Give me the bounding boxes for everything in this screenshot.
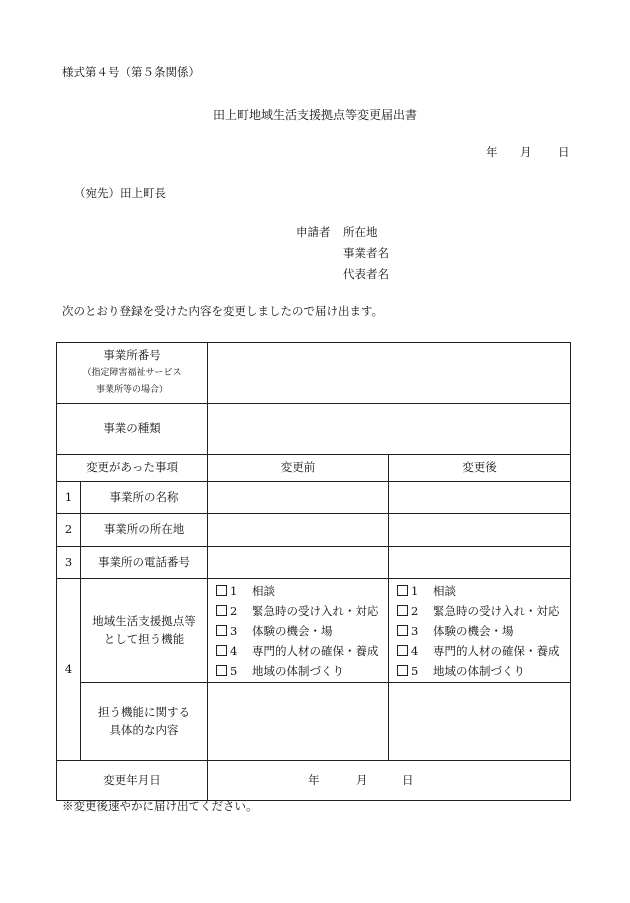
table-header-row xyxy=(57,455,571,482)
option-after-4[interactable]: 4 専門的人材の確保・養成 xyxy=(389,641,570,661)
table-row xyxy=(57,482,571,514)
change-form-table xyxy=(56,342,571,801)
business-name-before[interactable] xyxy=(208,482,389,514)
option-before-4[interactable]: 4 専門的人材の確保・養成 xyxy=(208,641,388,661)
function-options-after xyxy=(389,579,571,683)
office-number-label-cell xyxy=(57,343,208,404)
checkbox-icon[interactable] xyxy=(397,585,408,596)
table-row xyxy=(57,547,571,579)
function-details-before[interactable] xyxy=(208,683,389,761)
submission-date xyxy=(486,146,570,160)
business-address-after[interactable] xyxy=(389,514,571,547)
option-before-2[interactable]: 2 緊急時の受け入れ・対応 xyxy=(208,601,388,621)
checkbox-icon[interactable] xyxy=(397,625,408,636)
phone-after[interactable] xyxy=(389,547,571,579)
change-date-label: 変更年月日 xyxy=(57,761,208,801)
function-details-row xyxy=(57,683,571,761)
option-before-5[interactable]: 5 地域の体制づくり xyxy=(208,661,388,681)
table-row xyxy=(57,514,571,547)
function-label-cell xyxy=(81,579,208,683)
applicant-block xyxy=(296,226,389,289)
row-label: 事業所の電話番号 xyxy=(81,547,208,579)
applicant-business-name-label: 事業者名 xyxy=(343,246,389,260)
addressee: （宛先）田上町長 xyxy=(74,186,166,200)
office-number-row xyxy=(57,343,571,404)
row-number: 4 xyxy=(57,579,81,761)
checkbox-icon[interactable] xyxy=(397,605,408,616)
office-number-value[interactable] xyxy=(208,343,571,404)
row-number: 3 xyxy=(57,547,81,579)
checkbox-icon[interactable] xyxy=(216,625,227,636)
change-date-month: 月 xyxy=(356,772,368,787)
office-number-note-2: 事業所等の場合） xyxy=(96,384,169,395)
option-before-1[interactable]: 1 相談 xyxy=(208,581,388,601)
form-number: 様式第４号（第５条関係） xyxy=(62,65,200,79)
row-number: 1 xyxy=(57,482,81,514)
applicant-representative-label: 代表者名 xyxy=(343,267,389,281)
checkbox-icon[interactable] xyxy=(397,665,408,676)
checkbox-icon[interactable] xyxy=(216,585,227,596)
checkbox-icon[interactable] xyxy=(216,665,227,676)
checkbox-icon[interactable] xyxy=(216,605,227,616)
footnote: ※変更後速やかに届け出てください。 xyxy=(62,799,258,813)
option-after-1[interactable]: 1 相談 xyxy=(389,581,570,601)
function-row xyxy=(57,579,571,683)
option-after-3[interactable]: 3 体験の機会・場 xyxy=(389,621,570,641)
document-title: 田上町地域生活支援拠点等変更届出書 xyxy=(212,108,417,122)
phone-before[interactable] xyxy=(208,547,389,579)
date-day-label: 日 xyxy=(558,145,570,159)
business-type-label: 事業の種類 xyxy=(57,404,208,455)
details-label-line-2: 具体的な内容 xyxy=(109,722,179,737)
office-number-label: 事業所番号 xyxy=(103,348,161,362)
change-date-day: 日 xyxy=(402,772,414,787)
header-before: 変更前 xyxy=(208,455,389,482)
applicant-label: 申請者 xyxy=(296,225,331,239)
option-before-3[interactable]: 3 体験の機会・場 xyxy=(208,621,388,641)
function-label-line-1: 地域生活支援拠点等 xyxy=(92,613,196,628)
row-label: 事業所の所在地 xyxy=(81,514,208,547)
intro-text: 次のとおり登録を受けた内容を変更しましたので届け出ます。 xyxy=(62,304,384,318)
office-number-note-1: （指定障害福祉サービス xyxy=(82,367,182,378)
function-options-before xyxy=(208,579,389,683)
business-name-after[interactable] xyxy=(389,482,571,514)
row-label: 事業所の名称 xyxy=(81,482,208,514)
option-after-5[interactable]: 5 地域の体制づくり xyxy=(389,661,570,681)
row-number: 2 xyxy=(57,514,81,547)
applicant-address-label: 所在地 xyxy=(343,225,378,239)
date-year-label: 年 xyxy=(486,145,498,159)
checkbox-icon[interactable] xyxy=(216,645,227,656)
business-type-value[interactable] xyxy=(208,404,571,455)
option-after-2[interactable]: 2 緊急時の受け入れ・対応 xyxy=(389,601,570,621)
date-month-label: 月 xyxy=(520,145,532,159)
change-date-year: 年 xyxy=(308,772,320,787)
function-label-line-2: として担う機能 xyxy=(103,631,185,646)
checkbox-icon[interactable] xyxy=(397,645,408,656)
change-date-value[interactable] xyxy=(208,761,571,801)
change-date-row xyxy=(57,761,571,801)
business-address-before[interactable] xyxy=(208,514,389,547)
header-after: 変更後 xyxy=(389,455,571,482)
function-details-after[interactable] xyxy=(389,683,571,761)
business-type-row xyxy=(57,404,571,455)
header-changed-item: 変更があった事項 xyxy=(57,455,208,482)
details-label-line-1: 担う機能に関する xyxy=(98,704,190,719)
function-details-label-cell xyxy=(81,683,208,761)
